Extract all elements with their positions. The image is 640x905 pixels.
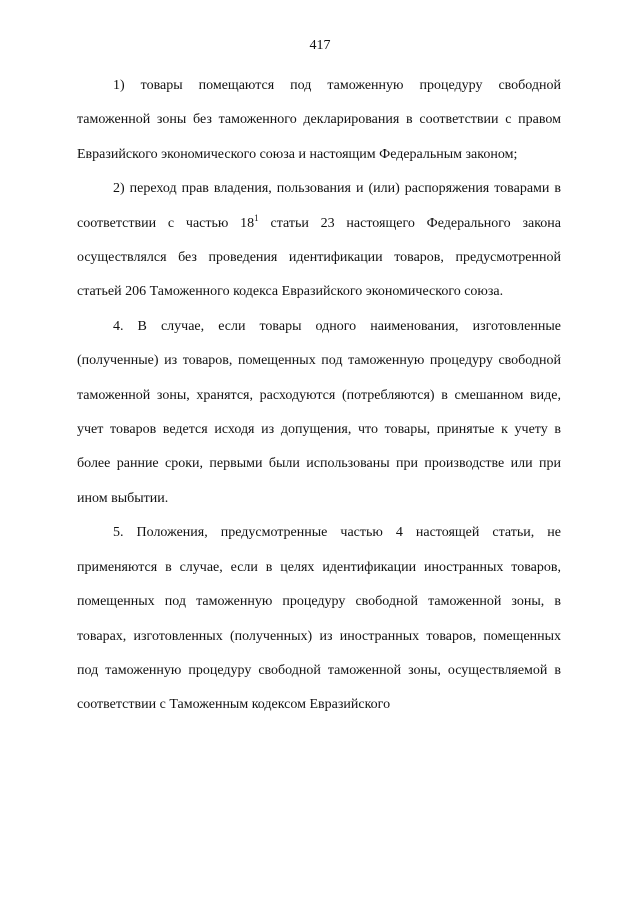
paragraph-part-5: 5. Положения, предусмотренные частью 4 настоящей статьи, не применяются в случае, если в целях идентификации иностранных товаров, помещенных под таможенную процедуру свободной таможенной зоны, в товарах, изготовленных (полученных) из иностранных товаров, помещенных под таможенную процедуру свободной таможенной зоны, осуществляемой в соответствии с Таможенным кодексом Евразийского xyxy=(77,525,561,713)
page-number: 417 xyxy=(309,38,331,53)
paragraph-item-1: 1) товары помещаются под таможенную процедуру свободной таможенной зоны без таможенного декларирования в соответствии с правом Евразийского экономического союза и настоящим Федеральным законом; xyxy=(77,78,561,162)
paragraph-item-2-text-start: 2) переход прав владения, пользования и (или) распоряжения товарами в соответствии с частью 18 xyxy=(77,181,561,231)
paragraph-part-4: 4. В случае, если товары одного наименования, изготовленные (полученные) из товаров, помещенных под таможенную процедуру свободной таможенной зоны, хранятся, расходуются (потребляются) в смешанном виде, учет товаров ведется исходя из допущения, что товары, принятые к учету в более ранние сроки, первыми были использованы при производстве или при ином выбытии. xyxy=(77,318,561,506)
document-body xyxy=(77,69,561,723)
footnote-superscript: 1 xyxy=(254,212,259,223)
paragraph-item-2 xyxy=(77,172,561,310)
paragraph-item-2-text-end: статьи 23 настоящего Федерального закона осуществлялся без проведения идентификации товаров, предусмотренной статьей 206 Таможенного кодекса Евразийского экономического союза. xyxy=(77,215,562,300)
